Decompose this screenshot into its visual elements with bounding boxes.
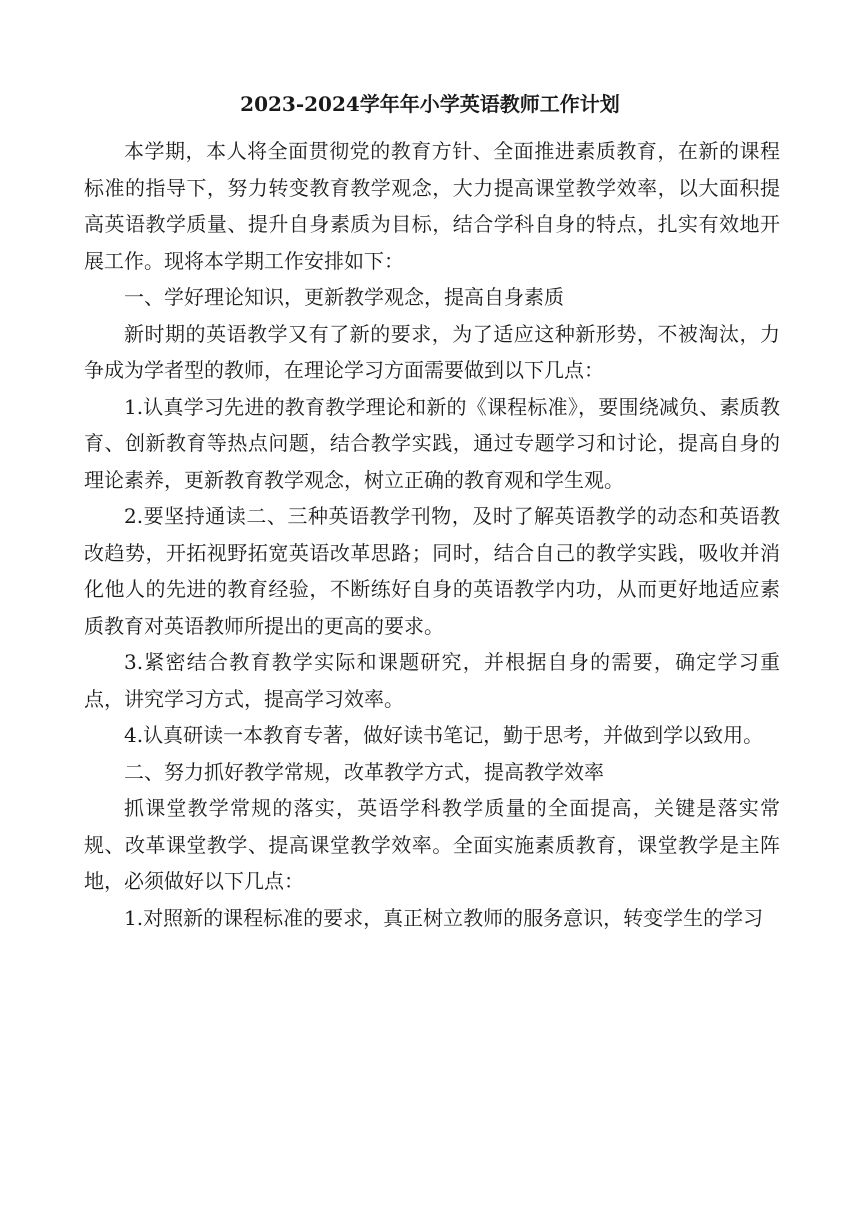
paragraph-section-1-intro: 新时期的英语教学又有了新的要求，为了适应这种新形势，不被淘汰，力争成为学者型的教师，在理论学习方面需要做到以下几点： [84,321,780,382]
list-item-1-1: 1.认真学习先进的教育教学理论和新的《课程标准》，要围绕减负、素质教育、创新教育等热点问题，结合教学实践，通过专题学习和讨论，提高自身的理论素养，更新教育教学观念，树立正确的教育观和学生观。 [84,394,780,492]
paragraph-intro: 本学期，本人将全面贯彻党的教育方针、全面推进素质教育，在新的课程标准的指导下，努力转变教育教学观念，大力提高课堂教学效率，以大面积提高英语教学质量、提升自身素质为目标，结合学科自身的特点，扎实有效地开展工作。现将本学期工作安排如下： [84,139,780,273]
paragraph-section-2-intro: 抓课堂教学常规的落实，英语学科教学质量的全面提高，关键是落实常规、改革课堂教学、提高课堂教学效率。全面实施素质教育，课堂教学是主阵地，必须做好以下几点： [84,796,780,893]
section-heading-1: 一、学好理论知识，更新教学观念，提高自身素质 [124,285,564,309]
list-item-1-3: 3.紧密结合教育教学实际和课题研究，并根据自身的需要，确定学习重点，讲究学习方式，提高学习效率。 [84,650,780,711]
list-item-1-2: 2.要坚持通读二、三种英语教学刊物，及时了解英语教学的动态和英语教改趋势，开拓视野拓宽英语改革思路；同时，结合自己的教学实践，吸收并消化他人的先进的教育经验，不断练好自身的英语教学内功，从而更好地适应素质教育对英语教师所提出的更高的要求。 [84,504,780,638]
section-heading-2: 二、努力抓好教学常规，改革教学方式，提高教学效率 [124,759,604,784]
document-title: 2023-2024学年年小学英语教师工作计划 [240,92,620,116]
list-item-1-4: 4.认真研读一本教育专著，做好读书笔记，勤于思考，并做到学以致用。 [124,723,764,747]
document-body [84,133,780,936]
list-item-2-1: 1.对照新的课程标准的要求，真正树立教师的服务意识，转变学生的学习 [124,905,764,930]
